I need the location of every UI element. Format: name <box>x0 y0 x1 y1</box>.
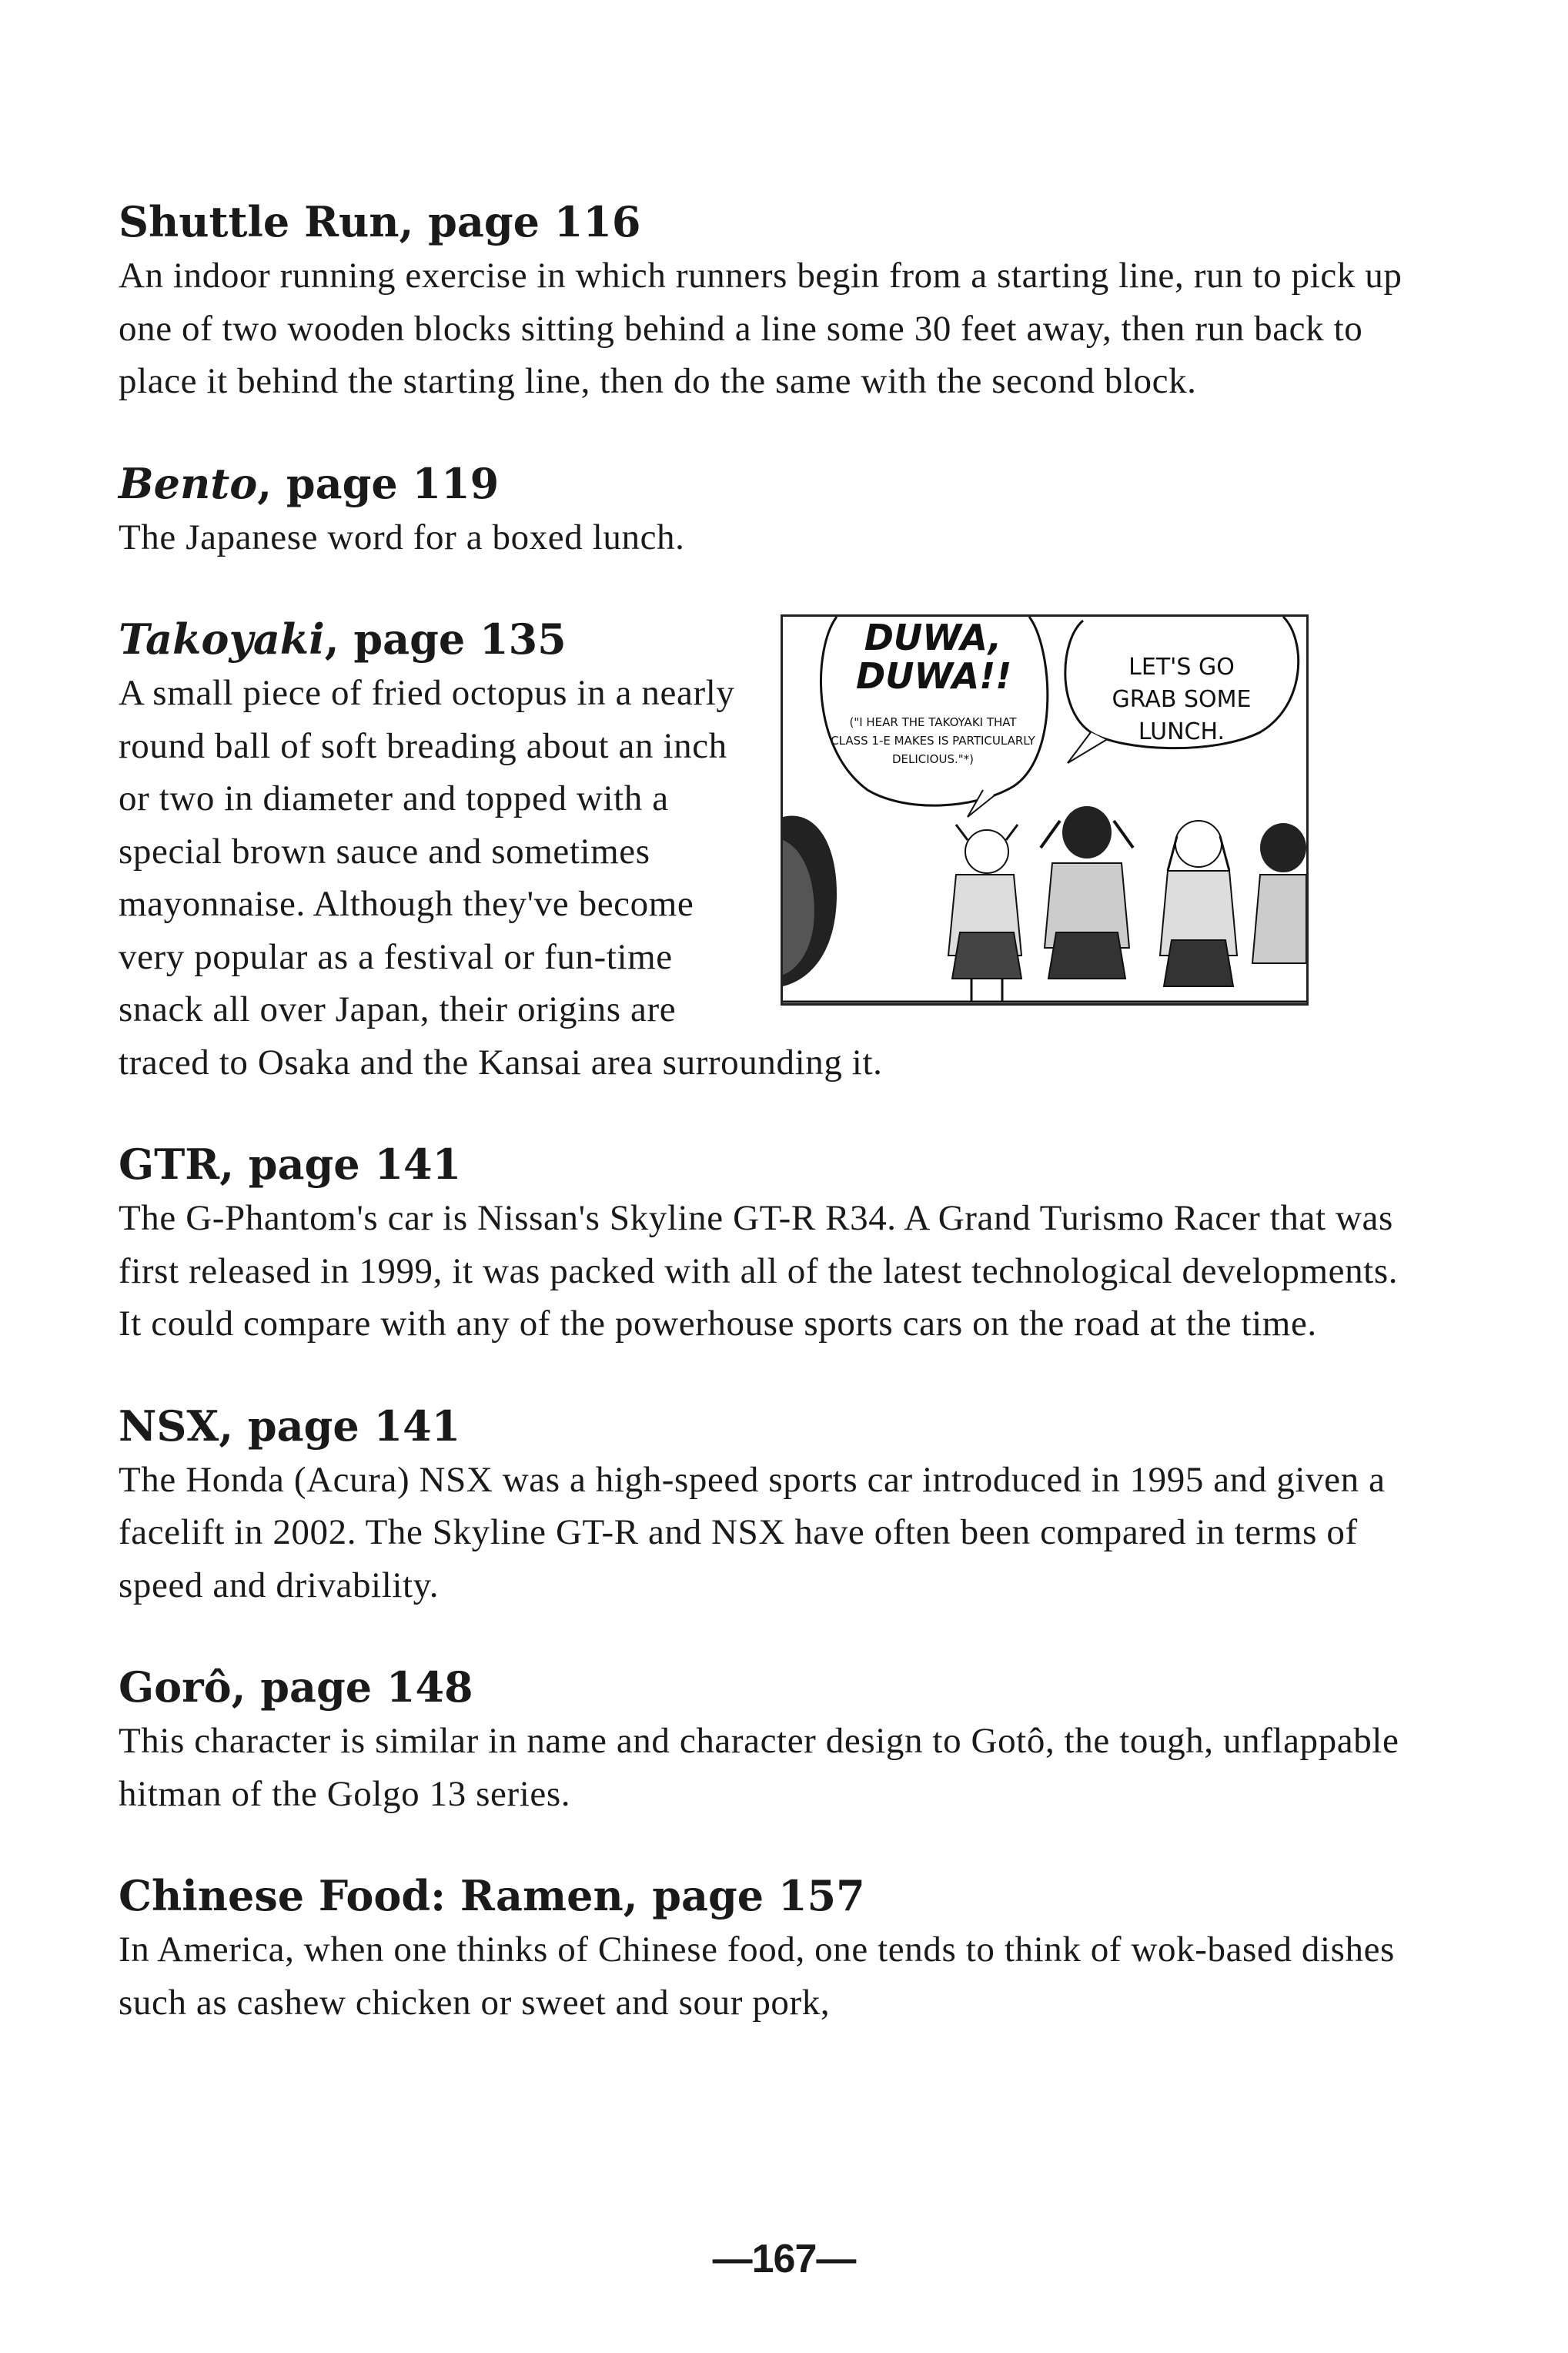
sfx-text: DUWA, DUWA!! <box>856 617 1012 697</box>
entry-term: Gorô <box>119 1662 232 1712</box>
glossary-page <box>119 194 1427 2077</box>
entry-page-ref: , page 141 <box>219 1401 461 1451</box>
entry-chinese-food-ramen <box>119 1868 1427 2029</box>
entry-page-ref: , page 157 <box>623 1871 865 1920</box>
entry-title <box>119 1868 1427 1923</box>
speech-bubble-lunch: LET'S GO GRAB SOME LUNCH. <box>1112 654 1252 745</box>
entry-term: Takoyaki <box>119 614 325 664</box>
entry-page-ref: , page 148 <box>231 1662 473 1712</box>
entry-gtr <box>119 1136 1427 1351</box>
entry-goro <box>119 1659 1427 1820</box>
entry-body: A small piece of fried octopus in a nearly round ball of soft breading about an inch or two in diameter and topped with a special brown sauce and sometimes mayonnaise. Although they've become very popular as a festival or fun-time snack all over Japan, their origins are traced to Osaka and the Kansai area surrounding it. <box>119 673 883 1083</box>
entry-title <box>119 194 1427 249</box>
entry-body: The Japanese word for a boxed lunch. <box>119 517 685 557</box>
entry-body: The Honda (Acura) NSX was a high-speed sports car introduced in 1995 and given a facelift in 2002. The Skyline GT-R and NSX have often been compared in terms of speed and drivability. <box>119 1459 1386 1605</box>
entry-page-ref: , page 141 <box>219 1140 462 1189</box>
entry-body: The G-Phantom's car is Nissan's Skyline GT-R R34. A Grand Turismo Racer that was first released in 1999, it was packed with all of the latest technological developments. It could compare with any of the powerhouse sports cars on the road at the time. <box>119 1198 1399 1344</box>
bubble-note: ("I HEAR THE TAKOYAKI THAT CLASS 1-E MAKES IS PARTICULARLY DELICIOUS."*) <box>831 715 1035 766</box>
entry-title <box>119 1659 1427 1715</box>
entry-term: Shuttle Run <box>119 197 400 246</box>
entry-page-ref: , page 119 <box>257 458 500 508</box>
entry-body: This character is similar in name and character design to Gotô, the tough, unflappable hitman of the Golgo 13 series. <box>119 1721 1399 1814</box>
character-girl-3 <box>1160 821 1237 986</box>
page-number: —167— <box>712 2237 856 2281</box>
entry-term: Chinese Food: Ramen <box>119 1871 624 1920</box>
entry-term: GTR <box>119 1140 220 1189</box>
entry-term: NSX <box>119 1401 219 1451</box>
entry-title <box>119 1398 1427 1454</box>
entry-term: Bento <box>119 458 258 508</box>
entry-title <box>119 456 1427 511</box>
manga-panel-image <box>781 614 1309 1006</box>
entry-takoyaki <box>119 611 1427 1089</box>
entry-bento <box>119 456 1427 564</box>
entry-body: An indoor running exercise in which runners begin from a starting line, run to pick up one of two wooden blocks sitting behind a line some 30 feet away, then run back to place it behind the starting line, then do the same with the second block. <box>119 256 1403 401</box>
entry-title <box>119 1136 1427 1192</box>
entry-nsx <box>119 1398 1427 1612</box>
entry-page-ref: , page 116 <box>399 197 641 246</box>
character-girl-1 <box>948 825 1021 1002</box>
character-4 <box>1252 823 1306 963</box>
entry-body: In America, when one thinks of Chinese food, one tends to think of wok-based dishes such as cashew chicken or sweet and sour pork, <box>119 1930 1395 2023</box>
character-girl-2 <box>1041 806 1133 979</box>
entry-page-ref: , page 135 <box>324 614 567 664</box>
entry-shuttle-run <box>119 194 1427 408</box>
